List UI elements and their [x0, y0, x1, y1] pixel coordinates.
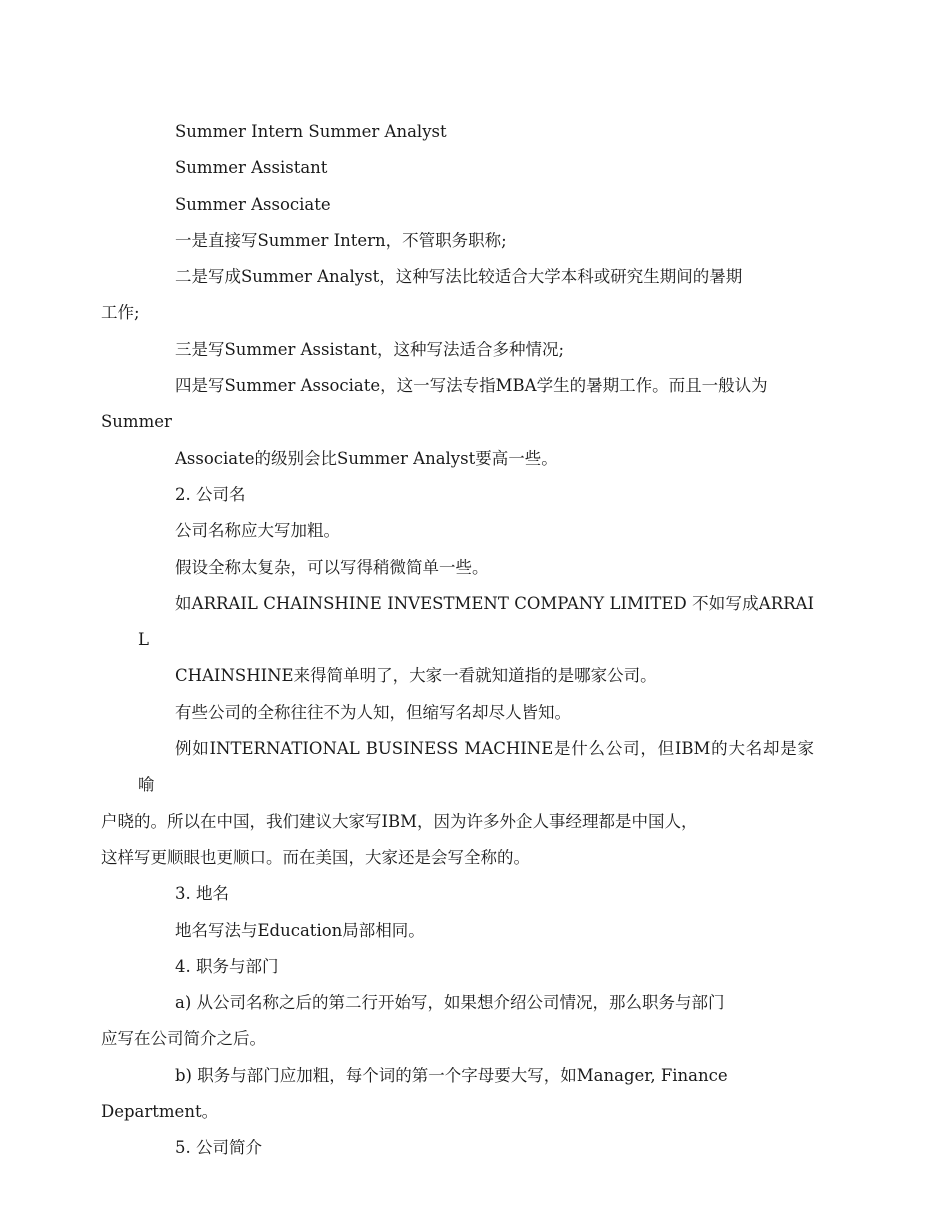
- text-line: 3. 地名: [175, 884, 229, 904]
- text-line: Summer Associate: [175, 194, 331, 214]
- text-line: a) 从公司名称之后的第二行开始写，如果想介绍公司情况，那么职务与部门: [175, 993, 725, 1013]
- text-line: Summer Assistant: [175, 158, 328, 178]
- text-line: 如ARRAIL CHAINSHINE INVESTMENT COMPANY LIMITED 不如写成ARRAIL: [138, 593, 814, 650]
- text-line: Summer Intern Summer Analyst: [175, 122, 447, 141]
- text-line: 四是写Summer Associate，这一写法专指MBA学生的暑期工作。而且一般认为: [175, 376, 768, 396]
- text-line: 一是直接写Summer Intern，不管职务职称;: [175, 230, 507, 250]
- section-heading-place-name: [138, 876, 814, 912]
- text-line: 这样写更顺眼也更顺口。而在美国，大家还是会写全称的。: [101, 847, 530, 867]
- text-line: 工作;: [101, 303, 140, 323]
- paragraph-14: [138, 695, 814, 731]
- text-line: b) 职务与部门应加粗，每个词的第一个字母要大写，如Manager, Finance: [175, 1065, 728, 1085]
- section-heading-position-department: [138, 949, 814, 985]
- text-line: 应写在公司简介之后。: [101, 1029, 266, 1049]
- text-line: 例如INTERNATIONAL BUSINESS MACHINE是什么公司，但IBM的大名却是家喻: [138, 739, 814, 795]
- text-line: 公司名称应大写加粗。: [175, 521, 340, 541]
- paragraph-15: [101, 731, 814, 876]
- text-line: CHAINSHINE来得简单明了，大家一看就知道指的是哪家公司。: [175, 666, 657, 686]
- paragraph-19: [101, 985, 814, 1058]
- paragraph-1: [138, 114, 814, 150]
- paragraph-11: [138, 550, 814, 586]
- paragraph-7: [101, 368, 814, 441]
- text-line: Associate的级别会比Summer Analyst要高一些。: [175, 448, 558, 468]
- text-line: 三是写Summer Assistant，这种写法适合多种情况;: [175, 339, 564, 359]
- paragraph-2: [138, 150, 814, 186]
- paragraph-6: [138, 332, 814, 368]
- paragraph-13: [138, 658, 814, 694]
- text-line: 4. 职务与部门: [175, 956, 279, 976]
- text-line: 地名写法与Education局部相同。: [175, 920, 425, 940]
- text-line: 户晓的。所以在中国，我们建议大家写IBM，因为许多外企人事经理都是中国人，: [101, 811, 698, 831]
- text-line: 有些公司的全称往往不为人知，但缩写名却尽人皆知。: [175, 702, 571, 722]
- text-line: 假设全称太复杂，可以写得稍微简单一些。: [175, 557, 489, 577]
- text-line: 二是写成Summer Analyst，这种写法比较适合大学本科或研究生期间的暑期: [175, 267, 743, 287]
- paragraph-3: [138, 187, 814, 223]
- paragraph-4: [138, 223, 814, 259]
- paragraph-20: [101, 1058, 814, 1131]
- paragraph-17: [138, 913, 814, 949]
- paragraph-8: [138, 441, 814, 477]
- section-heading-company-profile: [138, 1130, 814, 1166]
- text-line: 2. 公司名: [175, 484, 246, 504]
- paragraph-12: [138, 586, 814, 659]
- text-line: Summer: [101, 412, 172, 432]
- document-page: [101, 114, 814, 1167]
- paragraph-10: [138, 513, 814, 549]
- paragraph-5: [101, 259, 814, 332]
- text-line: Department。: [101, 1102, 219, 1122]
- text-line: 5. 公司简介: [175, 1138, 262, 1158]
- section-heading-company-name: [138, 477, 814, 513]
